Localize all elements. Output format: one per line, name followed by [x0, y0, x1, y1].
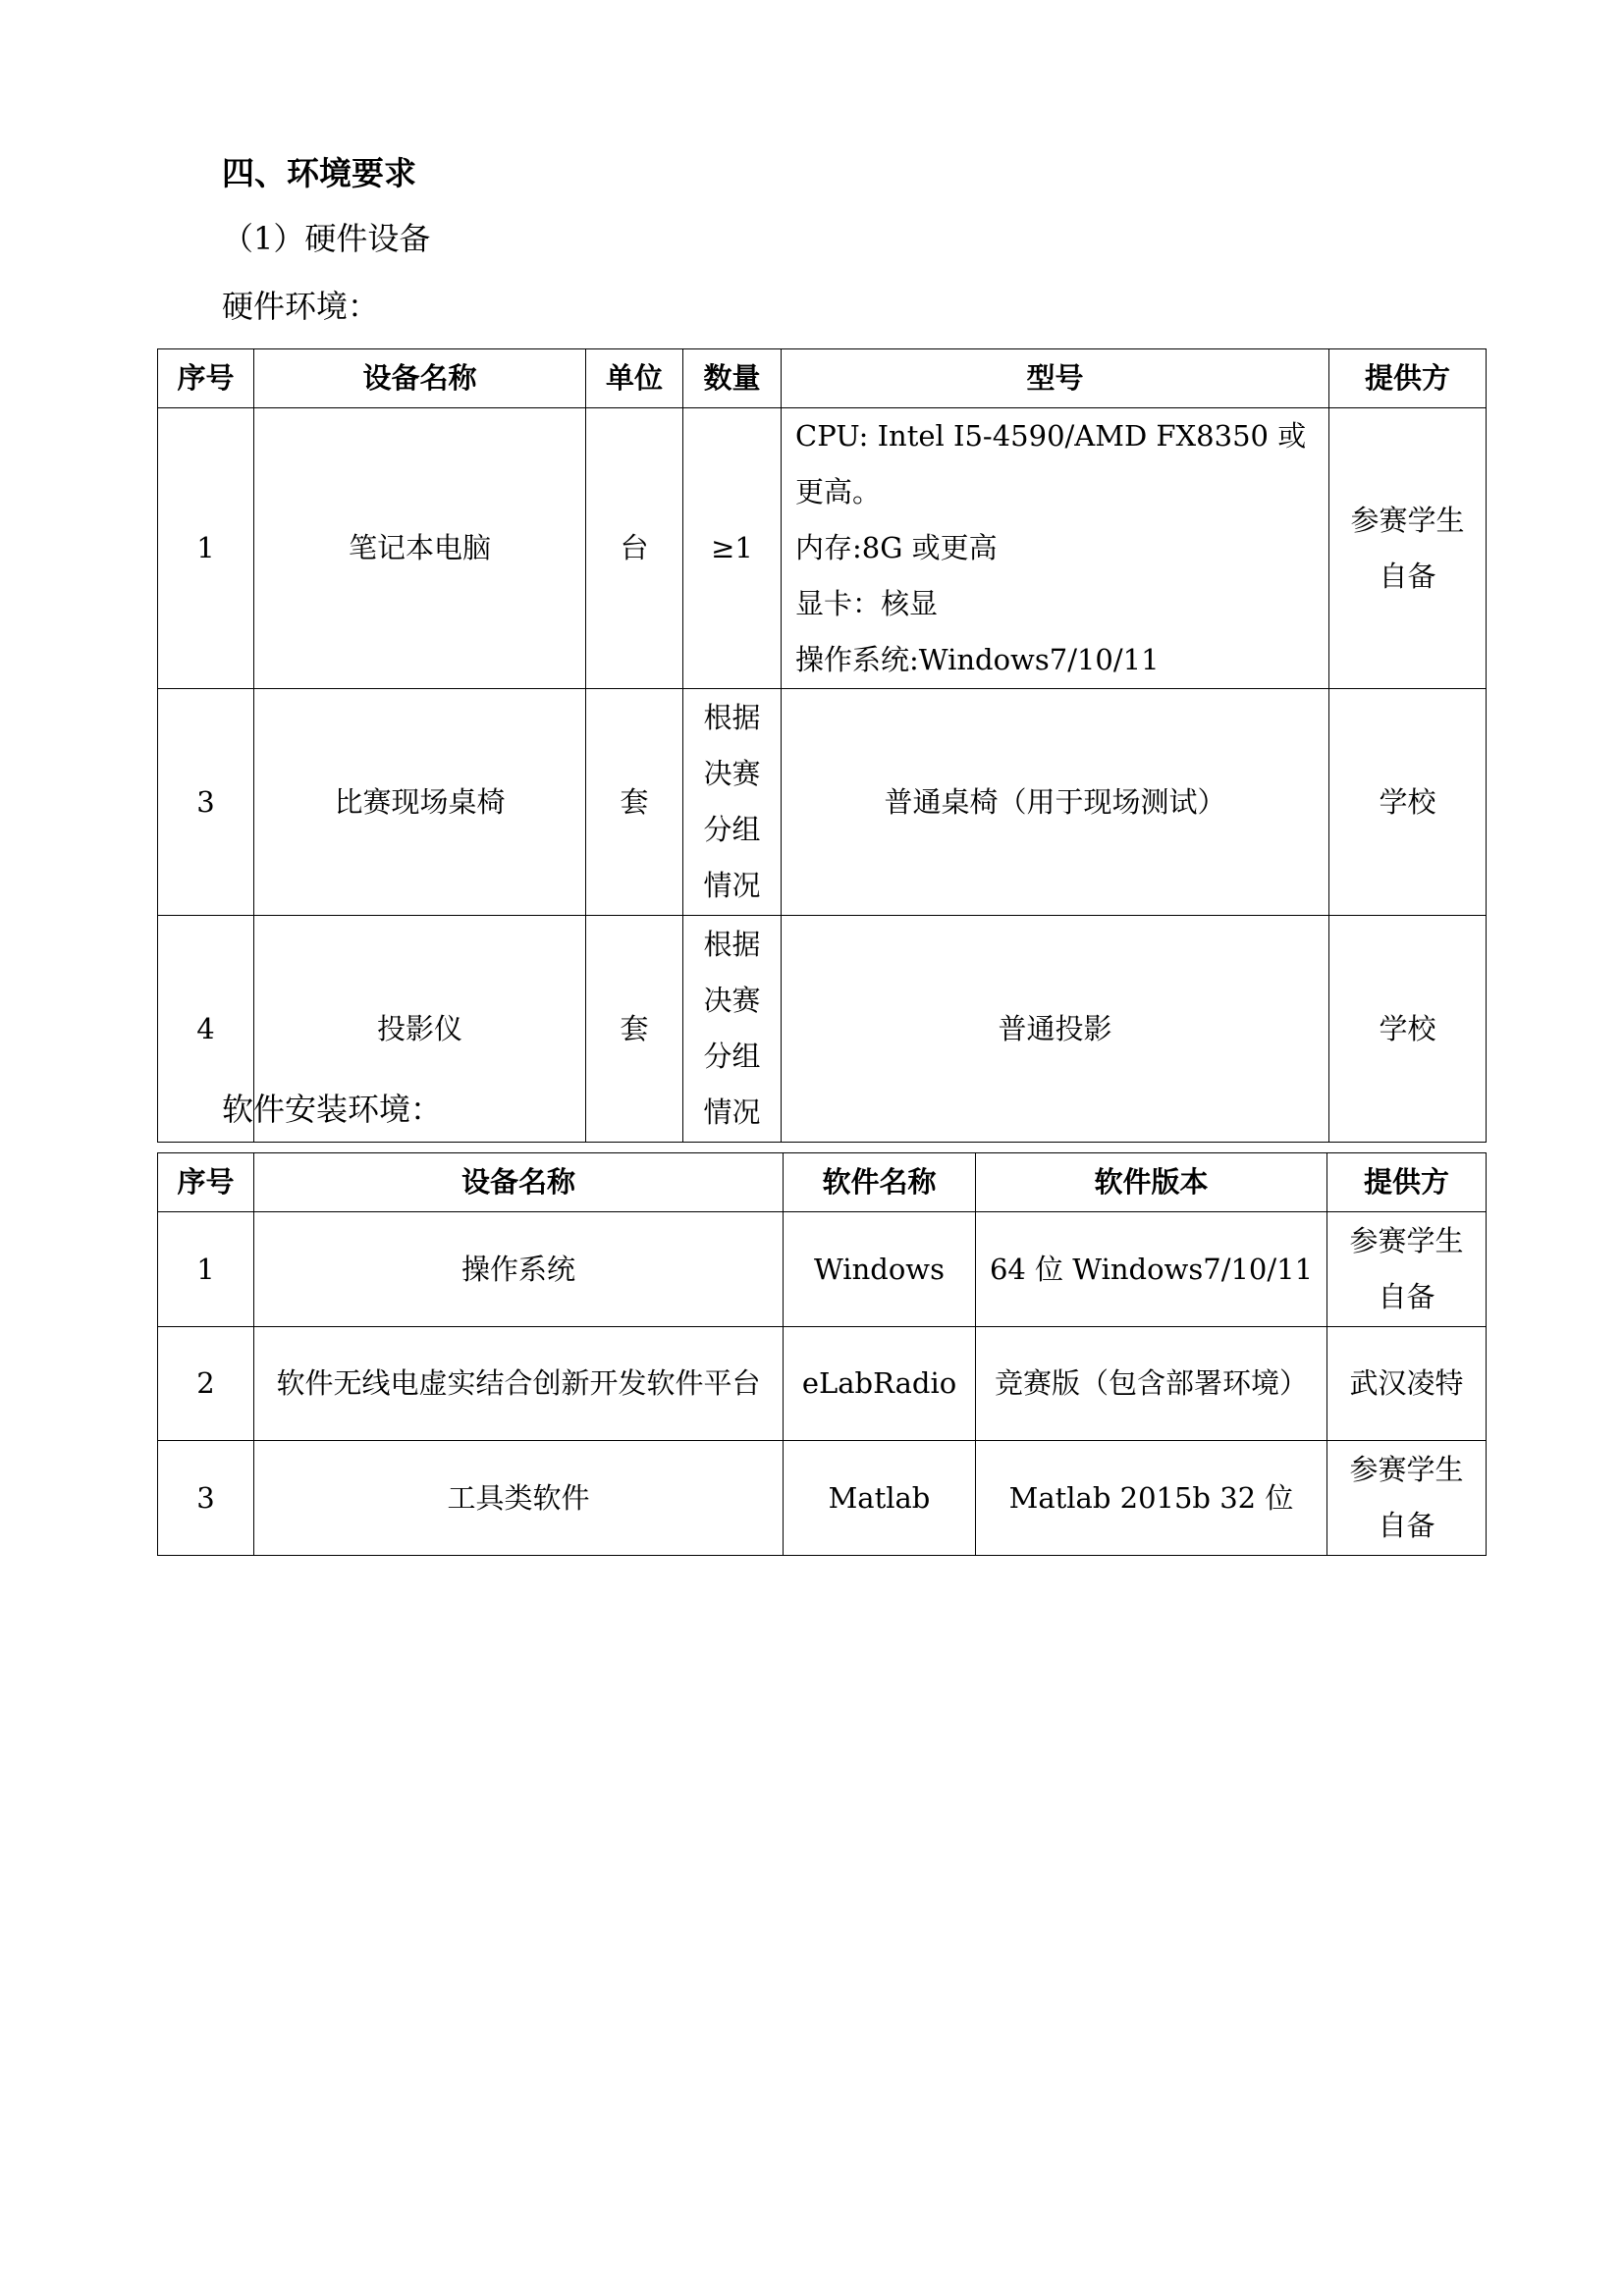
- cell-provider: [1329, 689, 1487, 916]
- cell-no: 4: [158, 916, 254, 1143]
- provider-line: 参赛学生: [1349, 1453, 1464, 1486]
- header-software-name: 软件名称: [784, 1153, 976, 1212]
- provider-line: 武汉凌特: [1349, 1366, 1464, 1400]
- provider-line: 参赛学生: [1350, 503, 1465, 537]
- table-row: [158, 408, 1487, 689]
- quantity-line: 情况: [703, 1095, 761, 1129]
- software-caption: 软件安装环境：: [222, 1091, 443, 1128]
- quantity-line: ≥1: [711, 531, 753, 564]
- cell-software-name: Matlab: [784, 1441, 976, 1556]
- quantity-line: 分组: [703, 813, 761, 846]
- cell-software-name: Windows: [784, 1212, 976, 1327]
- quantity-line: 情况: [703, 869, 761, 902]
- cell-unit: 套: [586, 916, 683, 1143]
- cell-software-version: 64 位 Windows7/10/11: [976, 1212, 1327, 1327]
- software-header-row: [158, 1153, 1487, 1212]
- hardware-header-row: [158, 349, 1487, 408]
- cell-device-name: 投影仪: [254, 916, 586, 1143]
- header-model: 型号: [782, 349, 1329, 408]
- cell-device-name: 工具类软件: [254, 1441, 784, 1556]
- cell-device-name: 笔记本电脑: [254, 408, 586, 689]
- software-table: [157, 1152, 1487, 1556]
- cell-provider: [1327, 1212, 1487, 1327]
- quantity-line: 根据: [703, 928, 761, 961]
- cell-no: 2: [158, 1327, 254, 1441]
- provider-line: 参赛学生: [1349, 1224, 1464, 1257]
- subsection-heading: （1）硬件设备: [222, 220, 431, 257]
- cell-unit: 套: [586, 689, 683, 916]
- header-software-version: 软件版本: [976, 1153, 1327, 1212]
- cell-device-name: 比赛现场桌椅: [254, 689, 586, 916]
- model-line: 普通桌椅（用于现场测试）: [884, 784, 1226, 819]
- table-row: [158, 1327, 1487, 1441]
- cell-no: 1: [158, 408, 254, 689]
- provider-line: 学校: [1379, 784, 1436, 819]
- cell-software-version: 竞赛版（包含部署环境）: [976, 1327, 1327, 1441]
- cell-software-version: Matlab 2015b 32 位: [976, 1441, 1327, 1556]
- quantity-line: 分组: [703, 1040, 761, 1073]
- model-line: 内存:8G 或更高: [795, 531, 998, 564]
- quantity-line: 决赛: [703, 757, 761, 790]
- header-quantity: 数量: [683, 349, 782, 408]
- model-line: 显卡：核显: [795, 587, 939, 620]
- cell-quantity: [683, 408, 782, 689]
- cell-provider: [1329, 916, 1487, 1143]
- cell-no: 3: [158, 1441, 254, 1556]
- table-row: [158, 689, 1487, 916]
- section-heading: 四、环境要求: [222, 154, 416, 192]
- cell-unit: 台: [586, 408, 683, 689]
- cell-device-name: 操作系统: [254, 1212, 784, 1327]
- cell-model: [782, 916, 1329, 1143]
- cell-provider: [1327, 1441, 1487, 1556]
- cell-model: [782, 408, 1329, 689]
- header-no: 序号: [158, 1153, 254, 1212]
- cell-provider: [1329, 408, 1487, 689]
- header-no: 序号: [158, 349, 254, 408]
- provider-line: 自备: [1379, 559, 1436, 593]
- hardware-table: [157, 348, 1487, 1143]
- cell-quantity: [683, 689, 782, 916]
- header-device-name: 设备名称: [254, 349, 586, 408]
- provider-line: 自备: [1378, 1280, 1435, 1313]
- quantity-line: 根据: [703, 701, 761, 734]
- model-line: CPU: Intel I5-4590/AMD FX8350 或更高。: [795, 419, 1307, 508]
- quantity-line: 决赛: [703, 984, 761, 1017]
- cell-quantity: [683, 916, 782, 1143]
- provider-line: 自备: [1378, 1509, 1435, 1542]
- header-provider: 提供方: [1329, 349, 1487, 408]
- model-line: 操作系统:Windows7/10/11: [795, 643, 1160, 676]
- header-unit: 单位: [586, 349, 683, 408]
- cell-no: 1: [158, 1212, 254, 1327]
- cell-device-name: 软件无线电虚实结合创新开发软件平台: [254, 1327, 784, 1441]
- cell-software-name: eLabRadio: [784, 1327, 976, 1441]
- table-row: [158, 1212, 1487, 1327]
- cell-provider: [1327, 1327, 1487, 1441]
- model-line: 普通投影: [998, 1011, 1112, 1045]
- header-provider: 提供方: [1327, 1153, 1487, 1212]
- cell-no: 3: [158, 689, 254, 916]
- cell-model: [782, 689, 1329, 916]
- provider-line: 学校: [1379, 1011, 1436, 1045]
- header-device-name: 设备名称: [254, 1153, 784, 1212]
- table-row: [158, 1441, 1487, 1556]
- hardware-caption: 硬件环境：: [222, 288, 380, 325]
